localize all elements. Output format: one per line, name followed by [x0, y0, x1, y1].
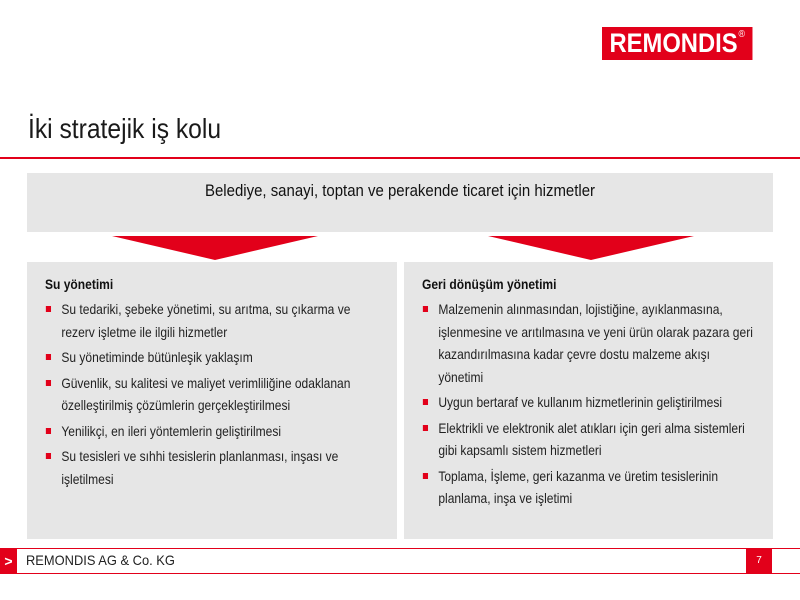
title-divider	[0, 157, 800, 159]
slide-title: İki stratejik iş kolu	[28, 113, 222, 144]
bullet-list	[45, 298, 372, 490]
bullet-square-icon	[423, 399, 428, 405]
list-item	[422, 465, 753, 510]
water-management-panel	[27, 262, 397, 539]
list-item-text: Güvenlik, su kalitesi ve maliyet verimliliğine odaklanan özelleştirilmiş çözümlerin gerçekleştirilmesi	[61, 374, 351, 413]
panel-heading: Geri dönüşüm yönetimi	[422, 276, 557, 292]
footer-arrow-icon: >	[0, 549, 17, 573]
bullet-square-icon	[46, 354, 51, 360]
bullet-square-icon	[46, 453, 51, 459]
bullet-square-icon	[423, 473, 428, 479]
bullet-square-icon	[423, 306, 428, 312]
bullet-square-icon	[46, 306, 51, 312]
list-item-text: Yenilikçi, en ileri yöntemlerin geliştirilmesi	[61, 422, 282, 439]
recycling-management-panel	[404, 262, 773, 539]
list-item	[45, 420, 372, 443]
list-item	[422, 417, 753, 462]
list-item	[422, 391, 753, 414]
list-item-text: Su yönetiminde bütünleşik yaklaşım	[61, 349, 253, 365]
list-item	[45, 298, 372, 343]
footer-top-divider	[0, 548, 800, 549]
bullet-square-icon	[423, 425, 428, 431]
list-item	[45, 372, 372, 417]
banner-text: Belediye, sanayi, toptan ve perakende ticaret için hizmetler	[204, 181, 596, 200]
page-number: 7	[746, 549, 772, 573]
bullet-list	[422, 298, 753, 510]
logo-text: REMONDIS	[609, 28, 738, 58]
list-item-text: Malzemenin alınmasından, lojistiğine, ayıklanmasına, işlenmesine ve arıtılmasına ve yeni ürün olarak pazara geri kazandırılmasına kadar çevre dostu malzeme akışı yönetimi	[438, 301, 753, 385]
down-arrow-icon-left	[112, 236, 318, 260]
list-item	[45, 445, 372, 490]
footer-company-name: REMONDIS AG & Co. KG	[26, 552, 175, 568]
list-item	[422, 298, 753, 388]
list-item-text: Toplama, İşleme, geri kazanma ve üretim tesislerinin planlama, inşa ve işletimi	[438, 467, 719, 506]
panel-heading: Su yönetimi	[45, 276, 114, 292]
list-item-text: Uygun bertaraf ve kullanım hizmetlerinin geliştirilmesi	[438, 394, 723, 410]
footer-bottom-divider	[0, 573, 800, 574]
bullet-square-icon	[46, 428, 51, 434]
down-arrow-icon-right	[488, 236, 694, 260]
list-item-text: Su tedariki, şebeke yönetimi, su arıtma, su çıkarma ve rezerv işletme ile ilgili hizmetler	[61, 301, 351, 340]
bullet-square-icon	[46, 380, 51, 386]
list-item-text: Su tesisleri ve sıhhi tesislerin planlanması, inşası ve işletilmesi	[61, 448, 339, 487]
services-banner	[27, 173, 773, 232]
registered-mark: ®	[738, 29, 745, 40]
list-item-text: Elektrikli ve elektronik alet atıkları için geri alma sistemleri gibi kapsamlı sistem hizmetleri	[438, 419, 745, 458]
list-item	[45, 346, 372, 369]
remondis-logo	[602, 27, 752, 60]
